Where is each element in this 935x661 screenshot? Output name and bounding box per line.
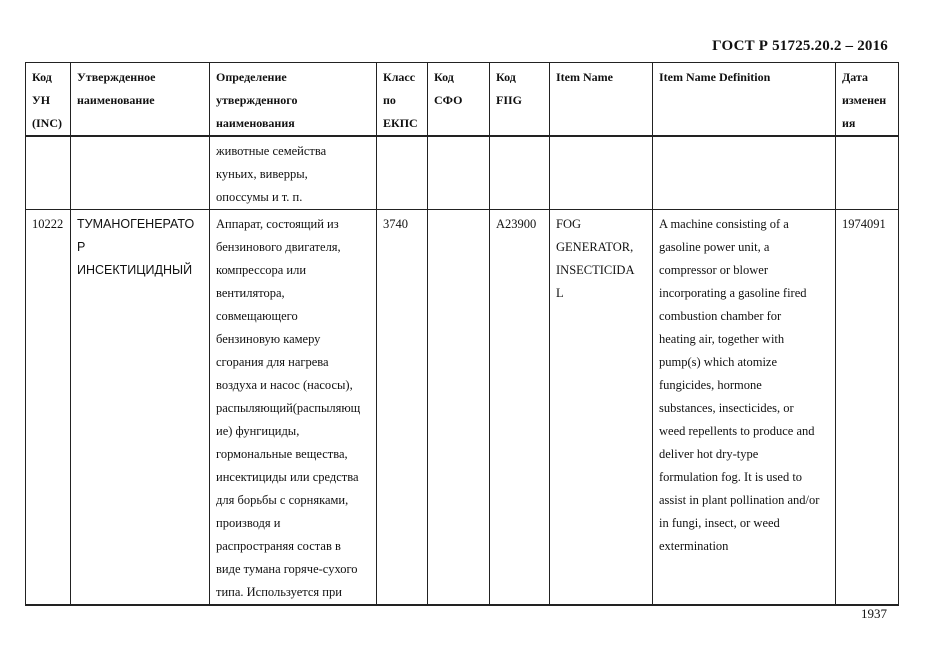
cell-approved-name: ТУМАНОГЕНЕРАТО Р ИНСЕКТИЦИДНЫЙ xyxy=(71,210,210,606)
header-change-date: Дата изменен ия xyxy=(836,63,899,137)
header-row xyxy=(26,63,899,137)
page-number: 1937 xyxy=(861,606,887,621)
cell-empty xyxy=(550,136,653,210)
header-fiig-code: Код FIIG xyxy=(490,63,550,137)
catalog-table xyxy=(25,62,899,606)
cell-code-un: 10222 xyxy=(26,210,71,606)
cell-empty xyxy=(653,136,836,210)
header-item-name: Item Name xyxy=(550,63,653,137)
cell-empty xyxy=(377,136,428,210)
header-ekps-class: Класс по ЕКПС xyxy=(377,63,428,137)
cell-fiig-code: A23900 xyxy=(490,210,550,606)
cell-empty xyxy=(836,136,899,210)
cell-ekps-class: 3740 xyxy=(377,210,428,606)
cell-definition-continued: животные семейства куньих, виверры, опоссумы и т. п. xyxy=(210,136,377,210)
continuation-row xyxy=(26,136,899,210)
header-item-name-definition: Item Name Definition xyxy=(653,63,836,137)
header-definition: Определение утвержденного наименования xyxy=(210,63,377,137)
standard-number: ГОСТ Р 51725.20.2 – 2016 xyxy=(712,38,888,54)
cell-item-name-definition: A machine consisting of a gasoline power unit, a compressor or blower incorporating a gasoline fired combustion chamber for heating air, together with pump(s) which atomize fungicides, hormone substances, insecticides, or weed repellents to produce and deliver hot dry-type formulation fog. It is used to assist in plant pollination and/or in fungi, insect, or weed extermination xyxy=(653,210,836,606)
cell-empty xyxy=(490,136,550,210)
table-row xyxy=(26,210,899,606)
header-approved-name: Утвержденное наименование xyxy=(71,63,210,137)
cell-empty xyxy=(71,136,210,210)
cell-definition: Аппарат, состоящий из бензинового двигателя, компрессора или вентилятора, совмещающего бензиновую камеру сгорания для нагрева воздуха и насос (насосы), распыляющий(распыляющ ие) фунгициды, гормональные вещества, инсектициды или средства для борьбы с сорняками, производя и распространяя состав в виде тумана горяче-сухого типа. Используется при xyxy=(210,210,377,606)
cell-item-name: FOG GENERATOR, INSECTICIDA L xyxy=(550,210,653,606)
cell-sfo-code xyxy=(428,210,490,606)
cell-empty xyxy=(428,136,490,210)
cell-empty xyxy=(26,136,71,210)
header-code-un: Код УН (INC) xyxy=(26,63,71,137)
header-sfo-code: Код СФО xyxy=(428,63,490,137)
cell-change-date: 1974091 xyxy=(836,210,899,606)
